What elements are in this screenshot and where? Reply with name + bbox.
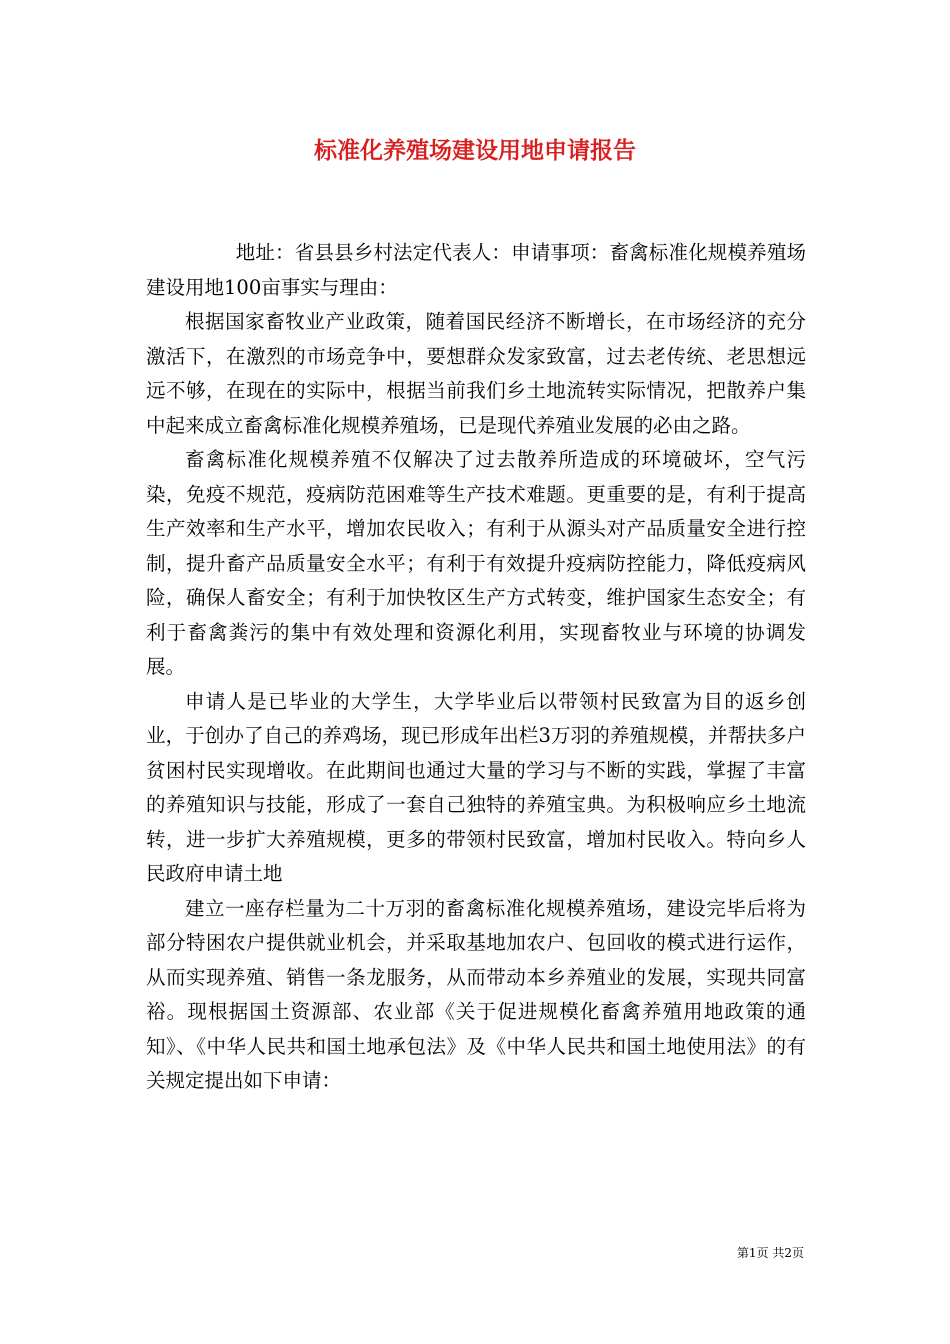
paragraph-policy: 根据国家畜牧业产业政策，随着国民经济不断增长，在市场经济的充分激活下，在激烈的市场竞争中，要想群众发家致富，过去老传统、老思想远远不够，在现在的实际中，根据当前我们乡土地流转实际情况，把散养户集中起来成立畜禽标准化规模养殖场，已是现代养殖业发展的必由之路。 xyxy=(146,310,806,437)
paragraph-address: 地址：省县县乡村法定代表人：申请事项：畜禽标准化规模养殖场建设用地100亩事实与理由： xyxy=(146,241,806,299)
page-number: 第1页 共2页 xyxy=(736,1246,804,1260)
paragraph-applicant: 申请人是已毕业的大学生，大学毕业后以带领村民致富为目的返乡创业，于创办了自己的养鸡场，现已形成年出栏3万羽的养殖规模，并帮扶多户贫困村民实现增收。在此期间也通过大量的学习与不断的实践，掌握了丰富的养殖知识与技能，形成了一套自己独特的养殖宝典。为积极响应乡土地流转，进一步扩大养殖规模，更多的带领村民致富，增加村民收入。特向乡人民政府申请土地 xyxy=(146,689,806,885)
paragraph-plan: 建立一座存栏量为二十万羽的畜禽标准化规模养殖场，建设完毕后将为部分特困农户提供就业机会，并采取基地加农户、包回收的模式进行运作，从而实现养殖、销售一条龙服务，从而带动本乡养殖业的发展，实现共同富裕。现根据国土资源部、农业部《关于促进规模化畜禽养殖用地政策的通知》、《中华人民共和国土地承包法》及《中华人民共和国土地使用法》的有关规定提出如下申请： xyxy=(146,896,806,1092)
document-title: 标准化养殖场建设用地申请报告 xyxy=(314,137,636,164)
document-body xyxy=(146,236,806,1099)
paragraph-benefits: 畜禽标准化规模养殖不仅解决了过去散养所造成的环境破坏，空气污染，免疫不规范，疫病防范困难等生产技术难题。更重要的是，有利于提高生产效率和生产水平，增加农民收入；有利于从源头对产品质量安全进行控制，提升畜产品质量安全水平；有利于有效提升疫病防控能力，降低疫病风险，确保人畜安全；有利于加快牧区生产方式转变，维护国家生态安全；有利于畜禽粪污的集中有效处理和资源化利用，实现畜牧业与环境的协调发展。 xyxy=(146,448,806,678)
